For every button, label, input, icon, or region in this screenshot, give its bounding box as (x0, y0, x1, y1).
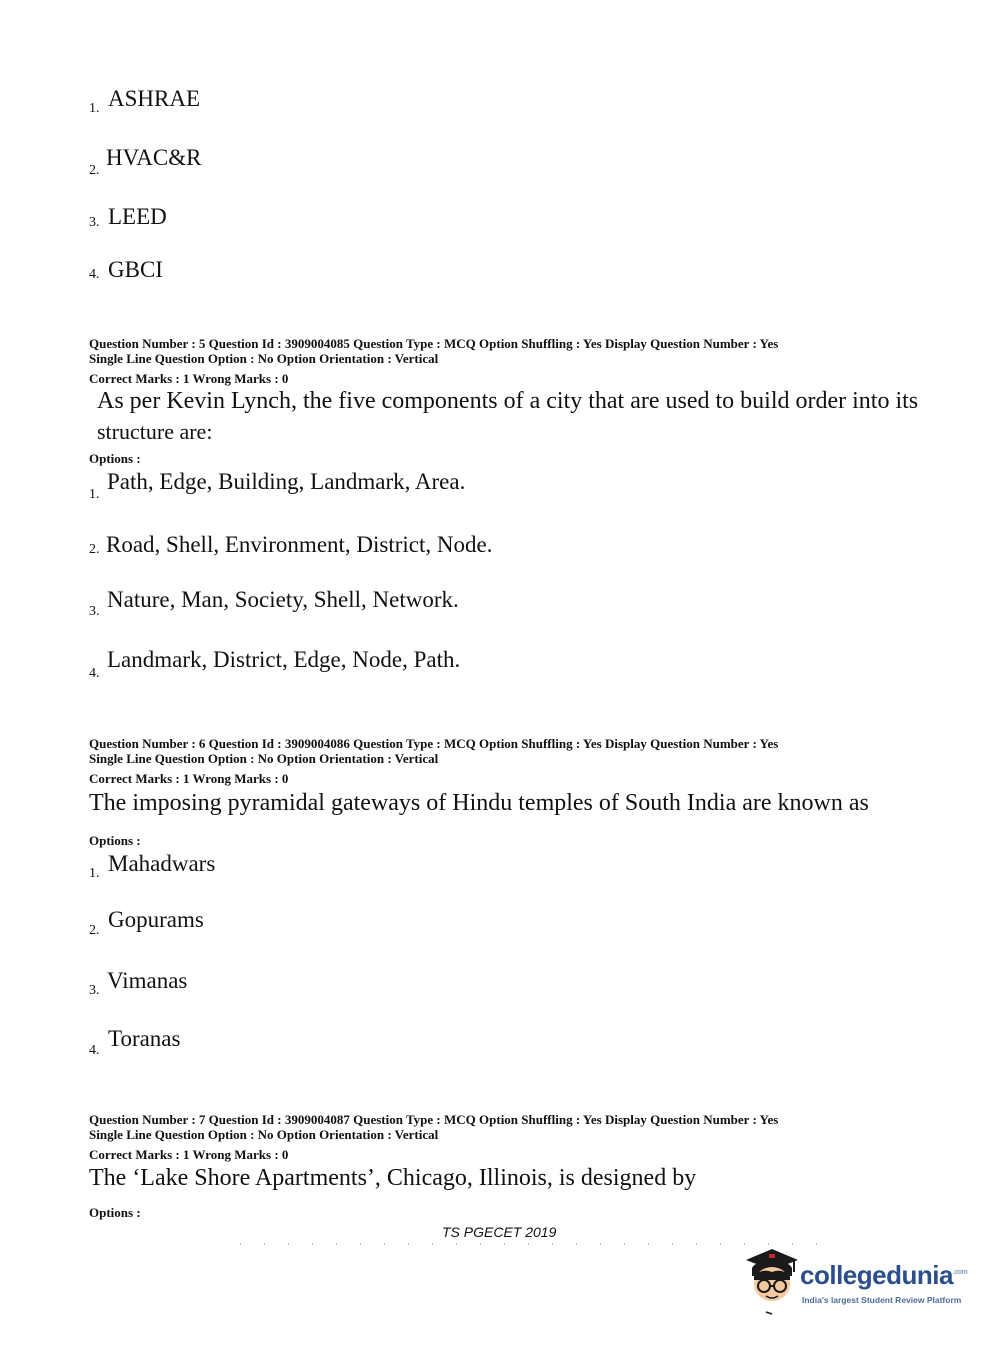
question-text: As per Kevin Lynch, the five components of a city that are used to build order into its (97, 388, 919, 414)
question-marks: Correct Marks : 1 Wrong Marks : 0 (89, 771, 289, 786)
option-number: 4. (89, 666, 100, 681)
question-text: The imposing pyramidal gateways of Hindu temples of South India are known as (89, 790, 869, 816)
options-label: Options : (89, 833, 141, 848)
option-number: 2. (89, 923, 100, 938)
option-text: Toranas (108, 1026, 181, 1051)
question-meta: Single Line Question Option : No Option Orientation : Vertical (89, 351, 439, 366)
option-text: Path, Edge, Building, Landmark, Area. (107, 469, 466, 494)
option-number: 2. (89, 542, 100, 557)
question-text: structure are: (97, 419, 213, 444)
question-marks: Correct Marks : 1 Wrong Marks : 0 (89, 1147, 289, 1162)
cut-off-text-dots (240, 1243, 820, 1245)
option-text: ASHRAE (108, 86, 201, 111)
option-text: HVAC&R (106, 145, 202, 170)
option-number: 3. (89, 983, 100, 998)
question-marks: Correct Marks : 1 Wrong Marks : 0 (89, 371, 289, 386)
logo-wordmark (800, 1260, 967, 1291)
options-label: Options : (89, 1205, 141, 1220)
question-text: The ‘Lake Shore Apartments’, Chicago, Illinois, is designed by (89, 1165, 697, 1191)
option-text: Vimanas (107, 968, 188, 993)
collegedunia-logo (742, 1246, 972, 1316)
option-text: Mahadwars (108, 851, 216, 876)
graduate-mascot-icon (742, 1246, 802, 1316)
logo-brand: collegedunia (800, 1260, 953, 1290)
option-number: 2. (89, 163, 100, 178)
option-number: 4. (89, 267, 100, 282)
question-meta: Single Line Question Option : No Option Orientation : Vertical (89, 751, 439, 766)
option-text: Landmark, District, Edge, Node, Path. (107, 647, 461, 672)
option-number: 3. (89, 604, 100, 619)
options-label: Options : (89, 451, 141, 466)
option-text: Road, Shell, Environment, District, Node. (106, 532, 493, 557)
logo-tagline: India's largest Student Review Platform (802, 1295, 962, 1305)
option-text: GBCI (108, 257, 163, 282)
exam-footer: TS PGECET 2019 (442, 1224, 557, 1240)
option-text: LEED (108, 204, 167, 229)
question-meta: Question Number : 7 Question Id : 3909004087 Question Type : MCQ Option Shuffling : Yes Display Question Number : Yes (89, 1112, 779, 1127)
option-text: Gopurams (108, 907, 204, 932)
option-number: 1. (89, 487, 100, 502)
question-meta: Single Line Question Option : No Option Orientation : Vertical (89, 1127, 439, 1142)
option-number: 3. (89, 215, 100, 230)
option-number: 1. (89, 866, 100, 881)
question-meta: Question Number : 5 Question Id : 3909004085 Question Type : MCQ Option Shuffling : Yes Display Question Number : Yes (89, 336, 779, 351)
option-number: 1. (89, 101, 100, 116)
question-meta: Question Number : 6 Question Id : 3909004086 Question Type : MCQ Option Shuffling : Yes Display Question Number : Yes (89, 736, 779, 751)
option-number: 4. (89, 1043, 100, 1058)
option-text: Nature, Man, Society, Shell, Network. (107, 587, 459, 612)
logo-suffix: .com (952, 1269, 968, 1276)
